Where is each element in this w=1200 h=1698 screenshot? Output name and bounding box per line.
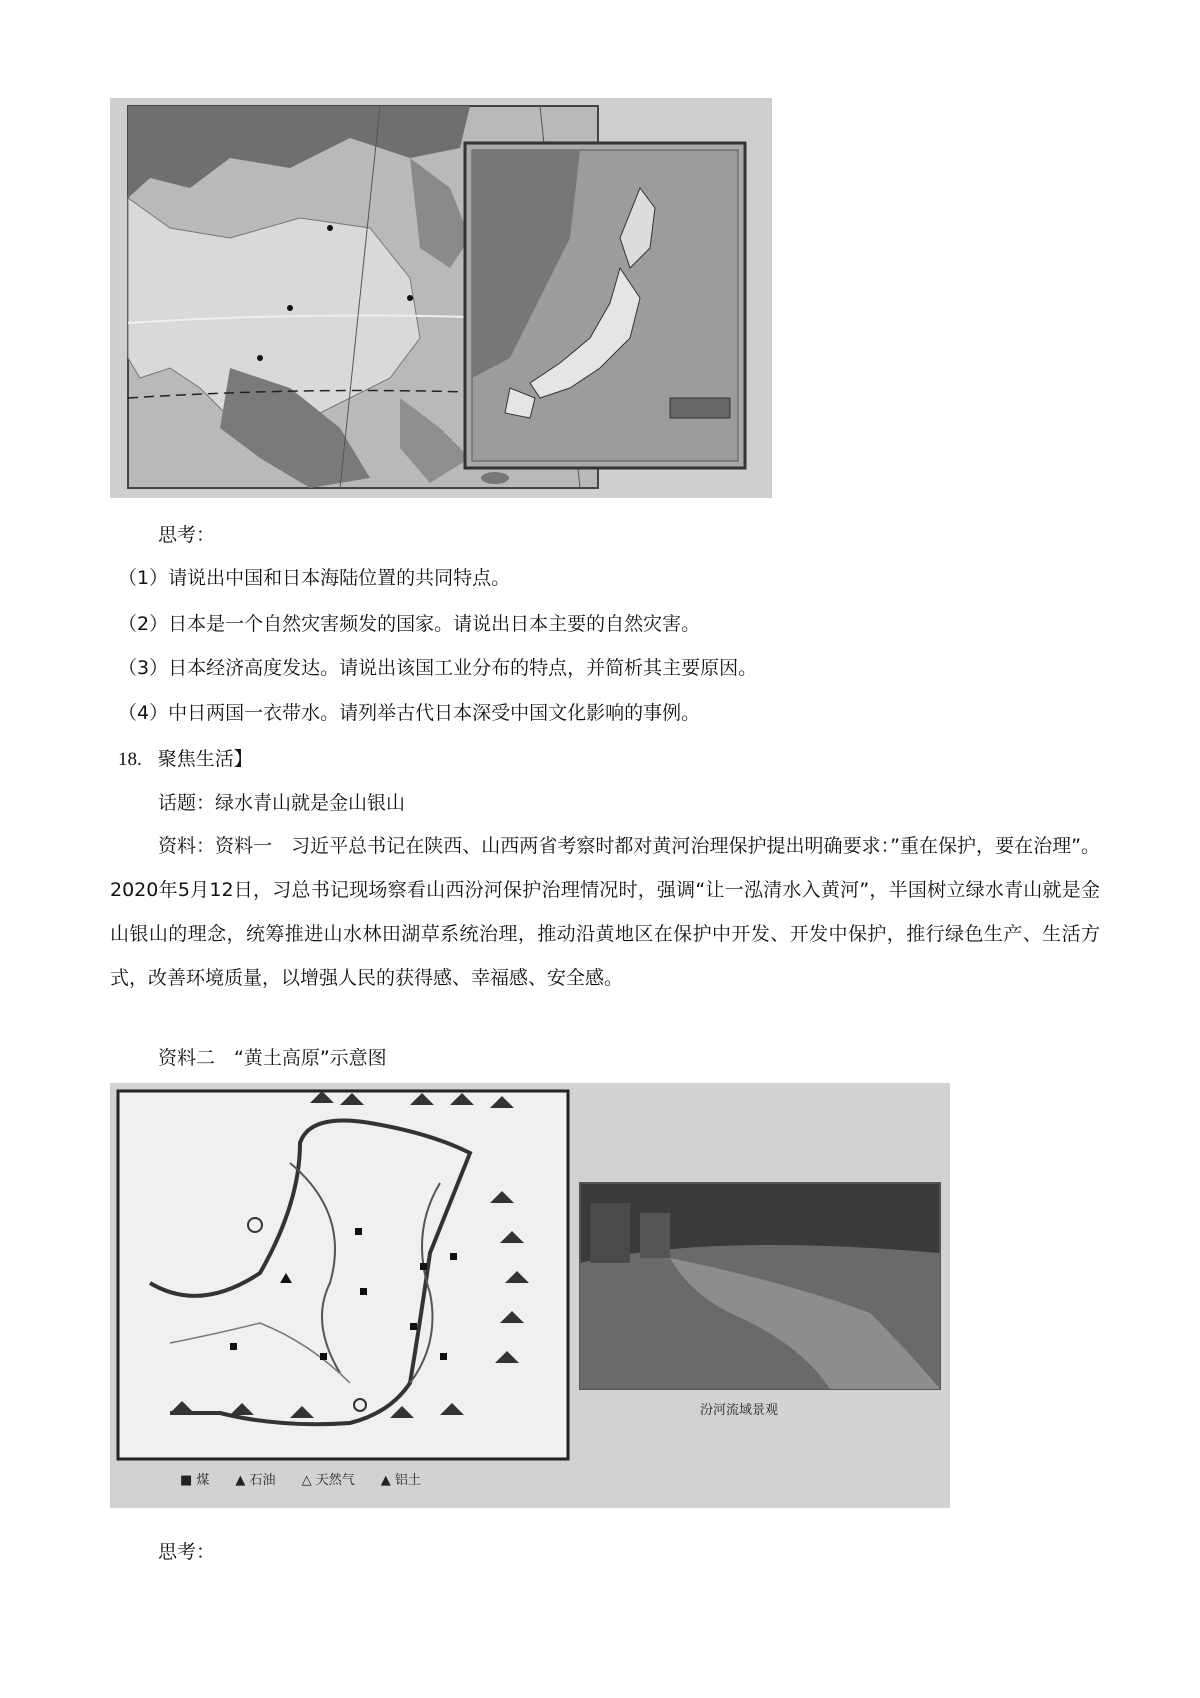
material-one-paragraph: 资料：资料一 习近平总书记在陕西、山西两省考察时都对黄河治理保护提出明确要求：”重在保护，要在治理”。2020年5月12日，习总书记现场察看山西汾河保护治理情况时，强调“让一泓清水入黄河”，半国树立绿水青山就是金山银山的理念，统筹推进山水林田湖草系统治理，推动沿黄地区在保护中开发、开发中保护，推行绿色生产、生活方式，改善环境质量，以增强人民的获得感、幸福感、安全感。 [110,835,1100,989]
think-label-2: 思考： [158,1541,216,1563]
legend-gas: △ 天然气 [301,1473,355,1488]
question-4: （4）中日两国一衣带水。请列举古代日本深受中国文化影响的事例。 [118,702,701,724]
legend-coal: ■ 煤 [180,1473,210,1488]
east-asia-map-image [110,98,772,498]
loess-plateau-figure [110,1083,950,1508]
east-asia-map-figure [110,98,772,498]
topic-line: 话题：绿水青山就是金山银山 [158,792,406,814]
legend-bauxite: ▲ 铝土 [380,1473,421,1488]
question-number: 18. [118,749,142,770]
legend-oil: ▲ 石油 [235,1473,276,1488]
loess-plateau-map-image [110,1083,950,1508]
question-heading: 聚焦生活】 [157,748,253,770]
question-3: （3）日本经济高度发达。请说出该国工业分布的特点，并简析其主要原因。 [118,657,758,679]
question-2: （2）日本是一个自然灾害频发的国家。请说出日本主要的自然灾害。 [118,613,701,635]
photo-caption: 汾河流域景观 [700,1403,779,1418]
question-1: （1）请说出中国和日本海陆位置的共同特点。 [118,567,511,589]
map-legend [180,1469,421,1488]
think-label-1: 思考： [158,524,216,546]
question-18-heading [118,745,253,774]
material-two-caption: 资料二 “黄土高原”示意图 [158,1047,387,1069]
